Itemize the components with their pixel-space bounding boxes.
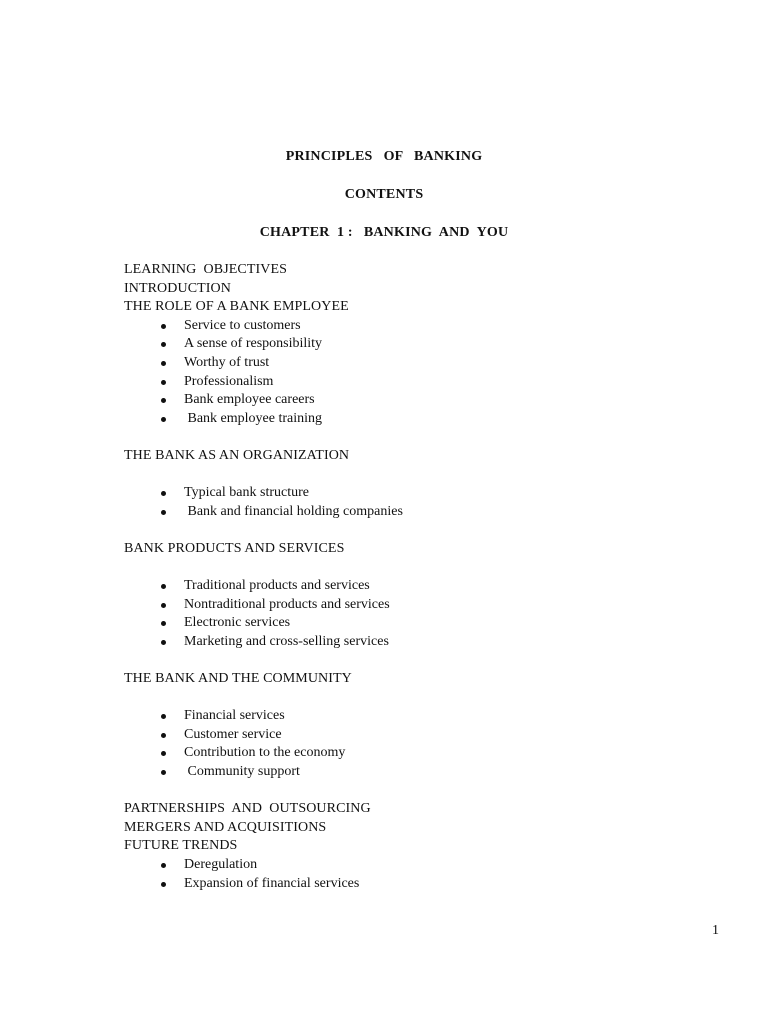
section-heading-role-of-bank-employee: THE ROLE OF A BANK EMPLOYEE [124, 299, 349, 315]
document-title: PRINCIPLES OF BANKING [285, 149, 483, 164]
section-heading-mergers-acquisitions: MERGERS AND ACQUISITIONS [124, 819, 327, 835]
list-item [124, 633, 724, 652]
bullet-icon [161, 361, 166, 366]
list-item [124, 726, 724, 745]
list-item [124, 614, 724, 633]
list-item-text: Service to customers [184, 317, 301, 333]
spacer [124, 466, 724, 485]
bullet-icon [161, 417, 166, 422]
bullet-icon [161, 342, 166, 347]
spacer [124, 428, 724, 447]
section-heading-bank-products-services: BANK PRODUCTS AND SERVICES [124, 540, 345, 556]
contents-label: CONTENTS [344, 187, 424, 202]
spacer [124, 689, 724, 708]
list-item-text: Professionalism [184, 373, 274, 389]
bullet-list-bank-and-community [124, 707, 724, 781]
list-item-text: Worthy of trust [184, 354, 270, 370]
bullet-list-bank-as-organization [124, 484, 724, 521]
list-item [124, 707, 724, 726]
section-heading-learning-objectives: LEARNING OBJECTIVES [124, 262, 287, 277]
bullet-icon [161, 510, 166, 515]
list-item-text: Bank employee training [184, 410, 323, 426]
bullet-icon [161, 863, 166, 868]
section-heading-future-trends: FUTURE TRENDS [124, 838, 238, 854]
bullet-icon [161, 603, 166, 608]
list-item [124, 484, 724, 503]
list-item [124, 317, 724, 336]
list-item-text: A sense of responsibility [184, 336, 323, 352]
bullet-icon [161, 751, 166, 756]
chapter-title: CHAPTER 1 : BANKING AND YOU [259, 225, 509, 240]
bullet-list-role-of-bank-employee [124, 317, 724, 429]
spacer [124, 559, 724, 578]
list-item [124, 596, 724, 615]
bullet-icon [161, 324, 166, 329]
list-item-text: Marketing and cross-selling services [184, 633, 389, 649]
bullet-icon [161, 398, 166, 403]
list-item [124, 503, 724, 522]
section-heading-bank-and-community: THE BANK AND THE COMMUNITY [124, 671, 352, 687]
list-item [124, 335, 724, 354]
bullet-icon [161, 584, 166, 589]
bullet-icon [161, 770, 166, 775]
list-item-text: Bank employee careers [184, 392, 315, 408]
list-item-text: Deregulation [184, 857, 258, 872]
list-item-text: Typical bank structure [184, 485, 309, 501]
list-item-text: Financial services [184, 708, 285, 724]
list-item [124, 354, 724, 373]
list-item [124, 577, 724, 596]
list-item-text: Customer service [184, 726, 282, 742]
spacer [124, 521, 724, 540]
list-item [124, 410, 724, 429]
list-item [124, 391, 724, 410]
spacer [124, 651, 724, 670]
list-item [124, 373, 724, 392]
bullet-icon [161, 640, 166, 645]
list-item-text: Bank and financial holding companies [184, 503, 403, 519]
bullet-icon [161, 882, 166, 887]
list-item [124, 856, 724, 875]
page-number: 1 [712, 923, 719, 938]
bullet-list-bank-products-services [124, 577, 724, 651]
list-item-text: Nontraditional products and services [184, 596, 390, 612]
section-heading-partnerships-outsourcing: PARTNERSHIPS AND OUTSOURCING [124, 801, 371, 817]
list-item-text: Expansion of financial services [184, 875, 360, 891]
section-heading-bank-as-organization: THE BANK AS AN ORGANIZATION [124, 447, 350, 463]
list-item [124, 875, 724, 894]
bullet-icon [161, 621, 166, 626]
list-item-text: Electronic services [184, 615, 291, 631]
bullet-list-future-trends [124, 856, 724, 893]
table-of-contents [124, 261, 724, 893]
section-heading-introduction: INTRODUCTION [124, 280, 231, 296]
list-item-text: Community support [184, 764, 300, 780]
list-item-text: Contribution to the economy [184, 745, 346, 761]
list-item [124, 763, 724, 782]
bullet-icon [161, 491, 166, 496]
list-item [124, 744, 724, 763]
list-item-text: Traditional products and services [184, 578, 370, 594]
spacer [124, 782, 724, 801]
bullet-icon [161, 380, 166, 385]
bullet-icon [161, 714, 166, 719]
bullet-icon [161, 733, 166, 738]
